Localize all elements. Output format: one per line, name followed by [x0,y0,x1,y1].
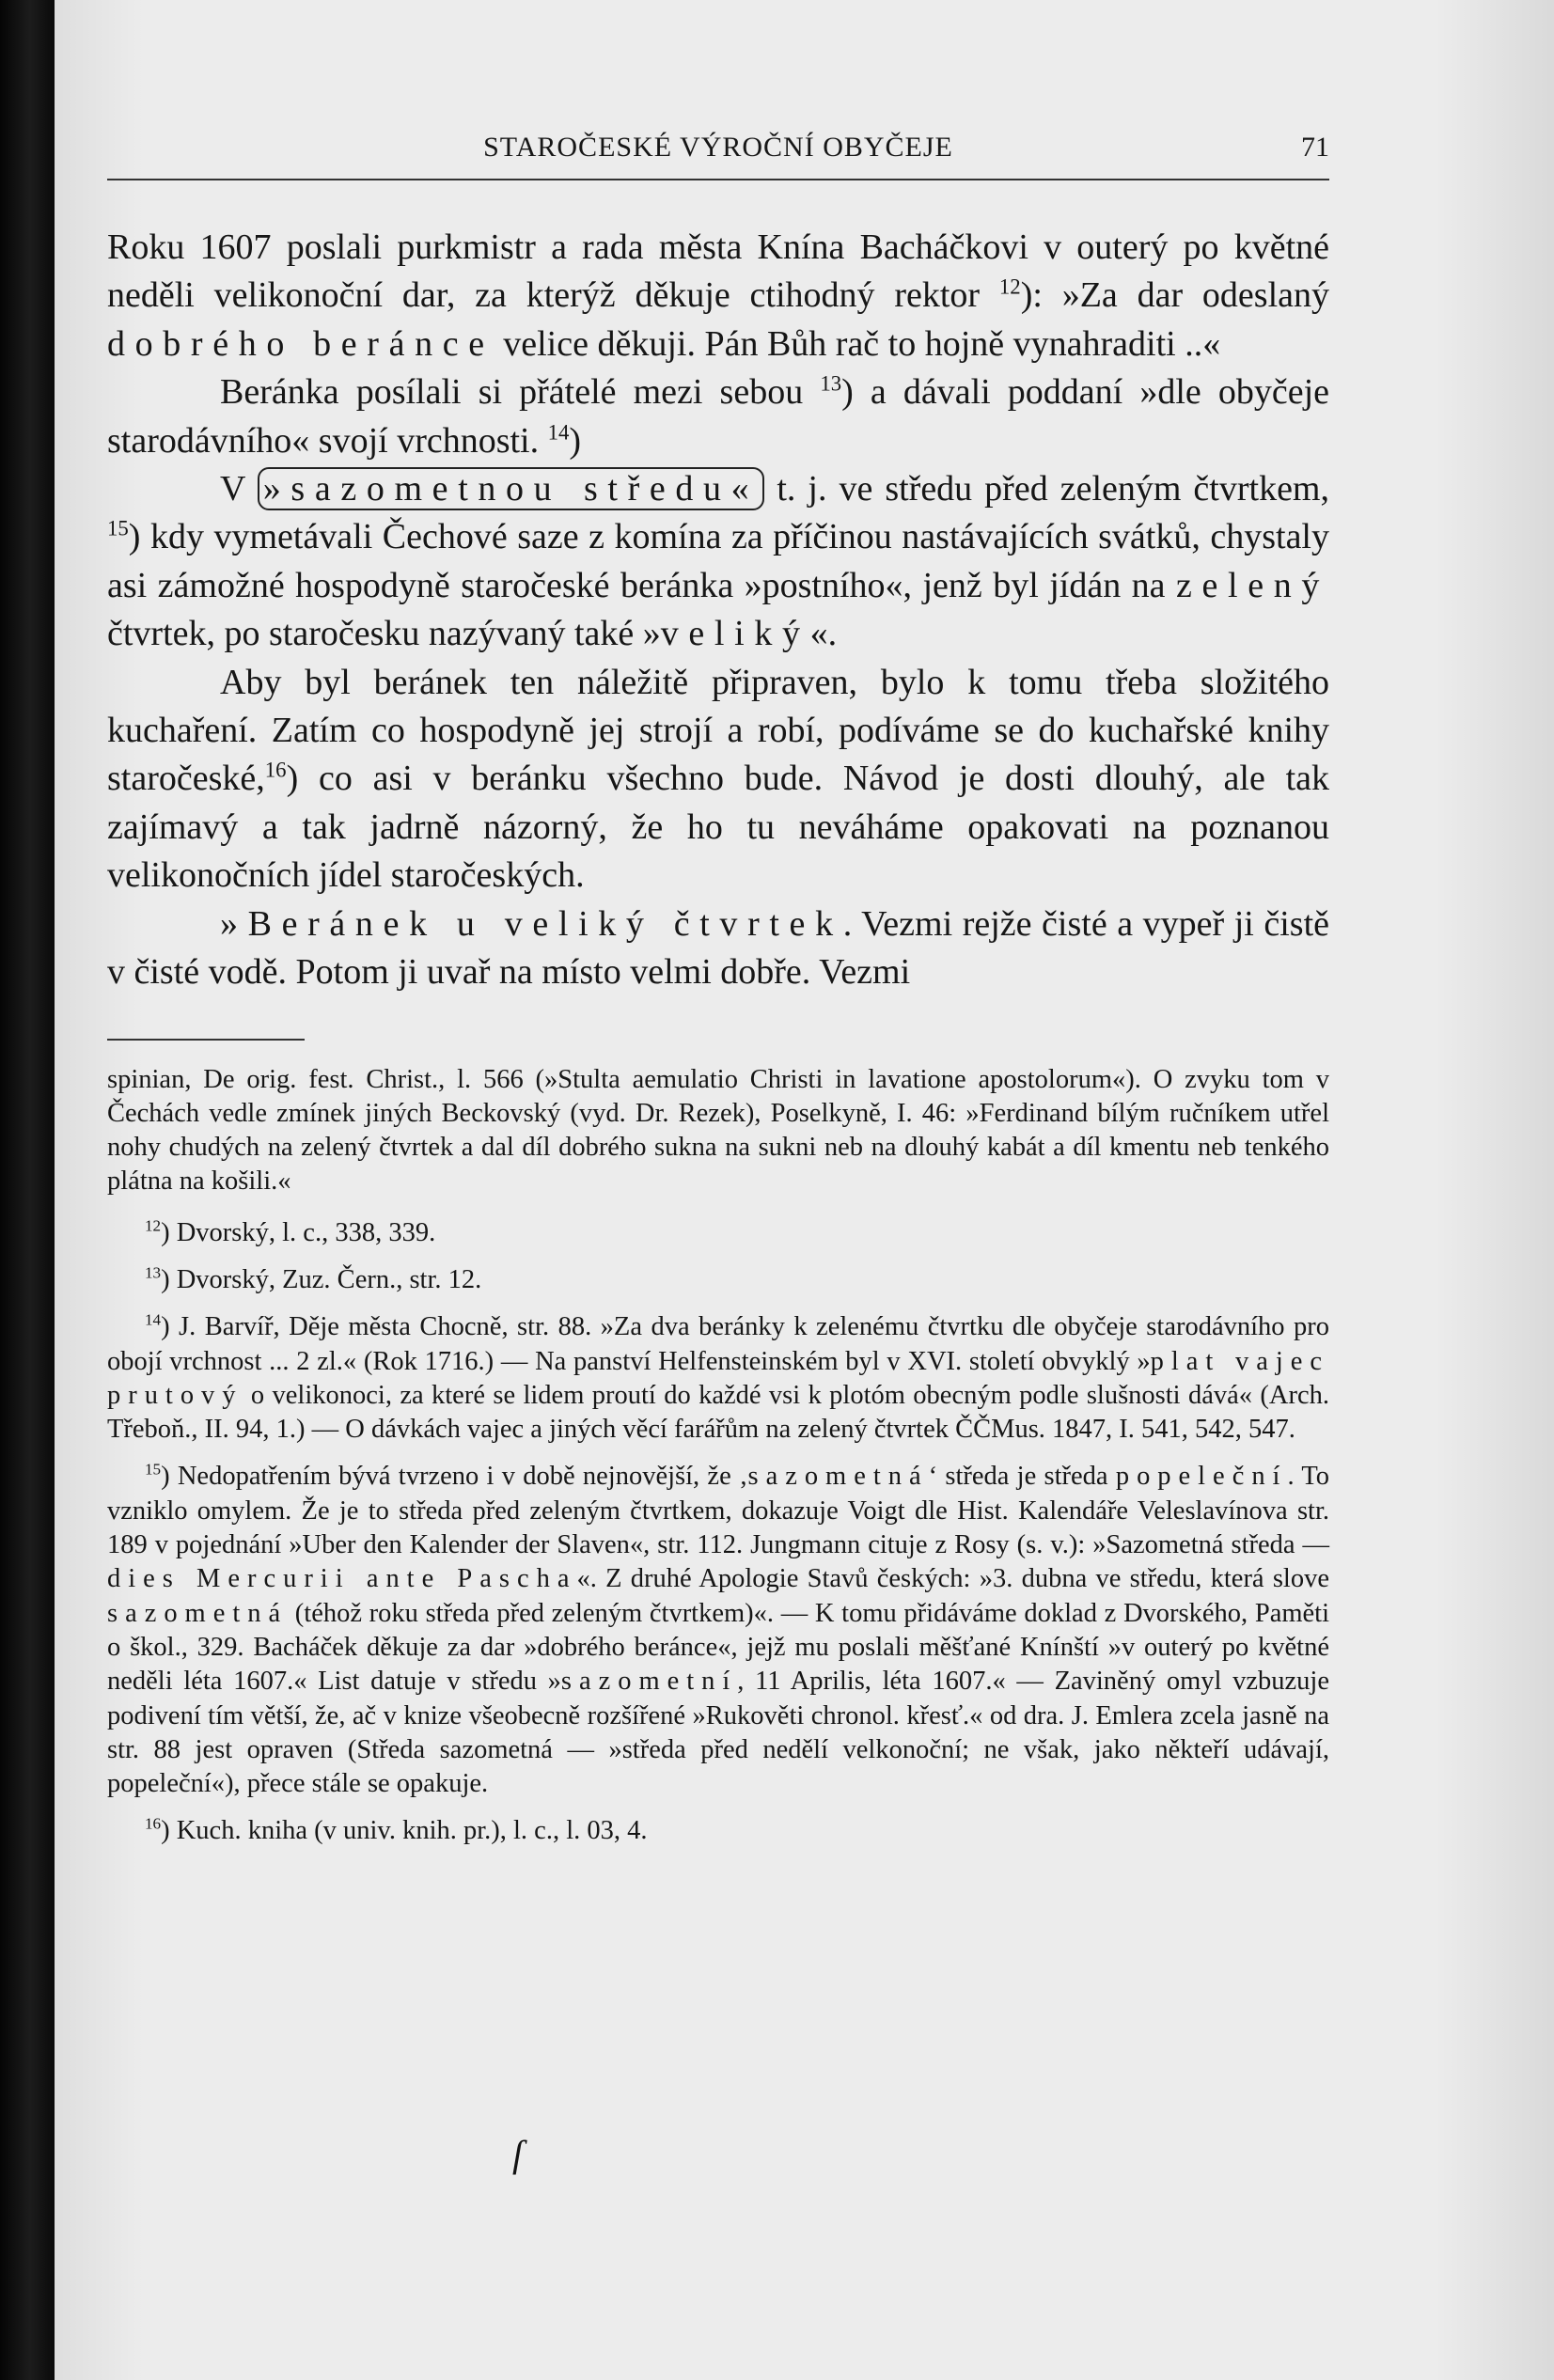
footnote-ref: 16 [264,758,287,782]
footnote-14: $^{14}$) J. Barvíř, Děje města Chocně, str. 88. »Za dva beránky k zelenému čtvrtku dle obyčeje starodávního pro obojí vrchnost ... 2 zl.« (Rok 1716.) — Na panství Helfensteinském byl v XVI. století obvyklý »plat vajec prutový o velikonoci, za které se lidem proutí do každé vsi k plotóm obecným podle slušnosti dává« (Arch. Třeboň., II. 94, 1.) — O dávkách vajec a jiných věcí farářům na zelený čtvrtek ČČMus. 1847, I. 541, 542, 547. [107,1310,1329,1445]
page-content [107,122,1329,1862]
running-head [107,122,1329,180]
footnote-divider [107,1039,305,1041]
book-binding-edge [0,0,55,2380]
paragraph: Beránka posílali si přátelé mezi sebou $^{13}$) a dávali poddaní »dle obyčeje starodávního« svojí vrchnosti. $^{14}$) [107,371,1330,461]
footnote-16: $^{16}$) Kuch. kniha (v univ. knih. pr.), l. c., l. 03, 4. [145,1814,648,1846]
footnote-15: $^{15}$) Nedopatřením bývá tvrzeno i v době nejnovější, že ‚sazometná‘ středa je středa popeleční. To vzniklo omylem. Že je to středa před zeleným čtvrtkem, dokazuje Voigt dle Hist. Kalendáře Veleslavínova str. 189 v pojednání »Uber den Kalender der Slaven«, str. 112. Jungmann cituje z Rosy (s. v.): »Sazometná středa — dies Mercurii ante Pascha«. Z druhé Apologie Stavů českých: »3. dubna ve středu, která slove sazometná (téhož roku středa před zeleným čtvrtkem)«. — K tomu přidáváme doklad z Dvorského, Paměti o škol., 329. Bacháček děkuje za dar »dobrého beránce«, jejž mu poslali měšťané Knínští »v outerý po květné neděli léta 1607.« List datuje v středu »sazometní, 11 Aprilis, léta 1607.« — Zaviněný omyl vzbuzuje podivení tím větší, že, ač v knize všeobecně rozšířené »Rukověti chronol. křesť.« od dra. J. Emlera zcela jasně na str. 88 jest opraven (Středa sazometná — »středa před nedělí velkonoční; ne však, jako někteří udávají, popeleční«), přece stále se opakuje. [107,1460,1329,1799]
page-number: 71 [1301,132,1329,163]
main-text [107,224,1329,997]
paragraph: V »sazometnou středu« t. j. ve středu před zeleným čtvrtkem, $^{15}$) kdy vymetávali Čechové saze z komína za příčinou nastávajících svátků, chystaly asi zámožné hospodyně staročeské beránka »postního«, jenž byl jídán na zelený čtvrtek, po staročesku nazývaný také »veliký«. [107,469,1329,654]
pencil-mark: ſ [512,2133,524,2175]
footnotes [107,1063,1329,1849]
footnote-12: $^{12}$) Dvorský, l. c., 338, 339. [145,1216,436,1247]
footnote-continuation: spinian, De orig. fest. Christ., l. 566 (»Stulta aemulatio Christi in lavatione apostolorum«). O zvyku tom v Čechách vedle zmínek jiných Beckovský (vyd. Dr. Rezek), Poselkyně, I. 46: »Ferdinand bílým ručníkem utřel nohy chudých na zelený čtvrtek a dal díl dobrého sukna na sukni neb na dlouhý kabát a díl kmentu neb tenkého plátna na košili.« [107,1064,1329,1197]
paragraph: Roku 1607 poslali purkmistr a rada města Knína Bacháčkovi v outerý po květné neděli velikonoční dar, za kterýž děkuje ctihodný rektor $^{12}$): »Za dar odeslaný dobrého beránce velice děkuji. Pán Bůh rač to hojně vynahraditi ..« [107,227,1329,364]
footnote-ref: 14 [547,419,570,444]
paragraph: »Beránek u veliký čtvrtek. Vezmi rejže čisté a vypeř ji čistě v čisté vodě. Potom ji uvař na místo velmi dobře. Vezmi [107,903,1329,993]
footnote-13: $^{13}$) Dvorský, Zuz. Čern., str. 12. [145,1263,482,1294]
footnote-ref: 12 [998,274,1021,299]
footnote-ref: 15 [107,516,129,540]
running-title: STAROČESKÉ VÝROČNÍ OBYČEJE [483,132,953,163]
handwritten-box-mark: »sazometnou středu« [258,467,765,510]
footnote-ref: 13 [820,371,842,396]
paragraph: Aby byl beránek ten náležitě připraven, bylo k tomu třeba složitého kuchaření. Zatím co hospodyně jej strojí a robí, podíváme se do kuchařské knihy staročeské,$^{16}$) co asi v beránku všechno bude. Návod je dosti dlouhý, ale tak zajímavý a tak jadrně názorný, že ho tu neváháme opakovati na poznanou velikonočních jídel staročeských. [107,662,1329,896]
